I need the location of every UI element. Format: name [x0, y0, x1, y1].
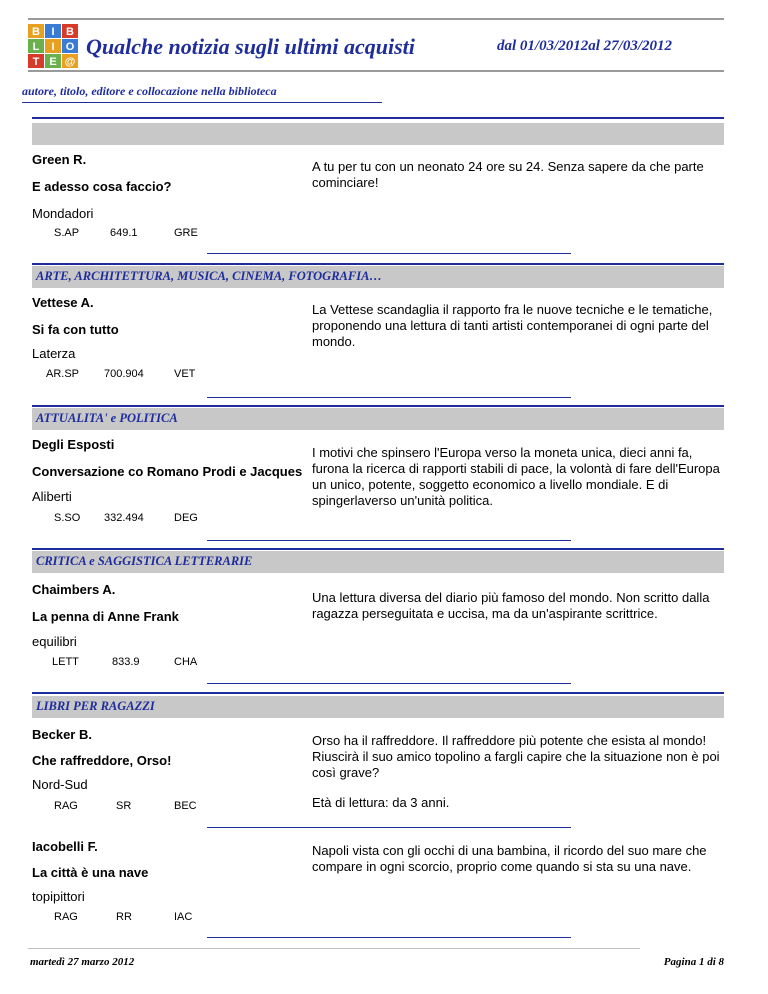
- logo-letter: I: [51, 26, 55, 38]
- book-description: A tu per tu con un neonato 24 ore su 24. Senza sapere da che parte cominciare!: [312, 159, 704, 190]
- book-dewey-code: 700.904: [104, 368, 144, 380]
- book-author-code: VET: [174, 368, 196, 380]
- book-author-code: IAC: [174, 911, 193, 923]
- section-bar: [32, 266, 724, 288]
- logo-letter: I: [51, 41, 55, 53]
- book-author-code: DEG: [174, 512, 198, 524]
- book-description: I motivi che spinsero l'Europa verso la moneta unica, dieci anni fa, furona la ricerca di rapporti stabili di pace, la volontà di fare dell'Europa un unico, potente, soggetto economico a livello mondiale. E di spingerlaverso un'unità politica.: [312, 445, 720, 508]
- subtitle-underline: [22, 102, 382, 103]
- book-description: La Vettese scandaglia il rapporto fra le nuove tecniche e le tematiche, proponendo una lettura di tanti artisti contemporanei di ogni parte del mondo.: [312, 302, 713, 349]
- book-author-code: CHA: [174, 656, 198, 668]
- library-logo-graphic: [28, 24, 78, 68]
- section-label: LIBRI PER RAGAZZI: [36, 699, 155, 713]
- book-divider: [207, 540, 571, 541]
- book-section-code: S.AP: [54, 227, 80, 239]
- section-bar: [32, 408, 724, 430]
- book-section-code: LETT: [52, 656, 79, 668]
- header-top-rule: [28, 18, 724, 20]
- book-publisher: Nord-Sud: [32, 777, 88, 792]
- book-publisher: Aliberti: [32, 489, 72, 504]
- book-divider: [207, 397, 571, 398]
- section-label: ARTE, ARCHITETTURA, MUSICA, CINEMA, FOTOGRAFIA…: [36, 269, 382, 283]
- date-to: al 27/03/2012: [588, 38, 673, 54]
- book-section-code: RAG: [54, 911, 78, 923]
- book-title: Si fa con tutto: [32, 322, 119, 337]
- book-divider: [207, 827, 571, 828]
- section-rule: [32, 263, 724, 265]
- logo-letter: E: [49, 56, 57, 68]
- library-logo: [28, 24, 78, 68]
- book-publisher: equilibri: [32, 634, 77, 649]
- book-dewey-code: 649.1: [110, 227, 138, 239]
- section-label: CRITICA e SAGGISTICA LETTERARIE: [36, 554, 253, 568]
- book-author: Becker B.: [32, 727, 92, 742]
- page-title: Qualche notizia sugli ultimi acquisti: [86, 34, 415, 59]
- book-reading-age: Età di lettura: da 3 anni.: [312, 795, 450, 810]
- section-rule: [32, 548, 724, 550]
- book-section-code: RAG: [54, 800, 78, 812]
- book-publisher: Laterza: [32, 346, 76, 361]
- book-dewey-code: 833.9: [112, 656, 140, 668]
- book-author: Chaimbers A.: [32, 582, 116, 597]
- book-divider: [207, 683, 571, 684]
- date-range: [497, 38, 672, 55]
- book-author: Green R.: [32, 152, 87, 167]
- book-divider: [207, 253, 571, 254]
- section-rule: [32, 405, 724, 407]
- book-dewey-code: SR: [116, 800, 132, 812]
- book-title: Che raffreddore, Orso!: [32, 753, 172, 768]
- logo-letter: B: [32, 26, 40, 38]
- page-number: Pagina 1 di 8: [663, 956, 724, 968]
- section-rule: [32, 692, 724, 694]
- book-publisher: Mondadori: [32, 206, 94, 221]
- logo-letter: @: [64, 56, 76, 68]
- book-title: Conversazione co Romano Prodi e Jacques: [32, 464, 303, 479]
- book-section-code: S.SO: [54, 512, 81, 524]
- page-subtitle: autore, titolo, editore e collocazione nella biblioteca: [22, 84, 277, 98]
- logo-letter: T: [32, 56, 40, 68]
- section-bar: [32, 696, 724, 718]
- section-bar: [32, 551, 724, 573]
- footer-rule: [28, 948, 640, 949]
- book-publisher: topipittori: [32, 889, 85, 904]
- logo-letter: B: [66, 26, 74, 38]
- book-description: Orso ha il raffreddore. Il raffreddore più potente che esista al mondo! Riuscirà il suo amico topolino a fargli capire che la situazione non è poi così grave?: [312, 733, 720, 780]
- footer-date: martedì 27 marzo 2012: [30, 956, 135, 968]
- section-label: ATTUALITA' e POLITICA: [36, 411, 178, 425]
- book-author: Vettese A.: [32, 295, 94, 310]
- logo-letter: L: [32, 41, 40, 53]
- book-author-code: GRE: [174, 227, 198, 239]
- book-author: Iacobelli F.: [32, 839, 98, 854]
- header-bottom-rule: [28, 70, 724, 72]
- book-dewey-code: 332.494: [104, 512, 144, 524]
- book-title: E adesso cosa faccio?: [32, 179, 172, 194]
- book-title: La penna di Anne Frank: [32, 609, 179, 624]
- logo-letter: O: [65, 41, 75, 53]
- book-dewey-code: RR: [116, 911, 132, 923]
- book-title: La città è una nave: [32, 865, 149, 880]
- section-rule: [32, 117, 724, 119]
- book-author-code: BEC: [174, 800, 197, 812]
- book-section-code: AR.SP: [46, 368, 80, 380]
- book-description: Una lettura diversa del diario più famoso del mondo. Non scritto dalla ragazza perseguitata e uccisa, ma da un'aspirante scrittrice.: [312, 590, 710, 621]
- book-author: Degli Esposti: [32, 437, 115, 452]
- section-bar: [32, 123, 724, 145]
- date-from: dal 01/03/2012: [497, 38, 589, 54]
- book-divider: [207, 937, 571, 938]
- book-description: Napoli vista con gli occhi di una bambina, il ricordo del suo mare che compare in ogni scorcio, proprio come quando si sta su una nave.: [312, 843, 707, 874]
